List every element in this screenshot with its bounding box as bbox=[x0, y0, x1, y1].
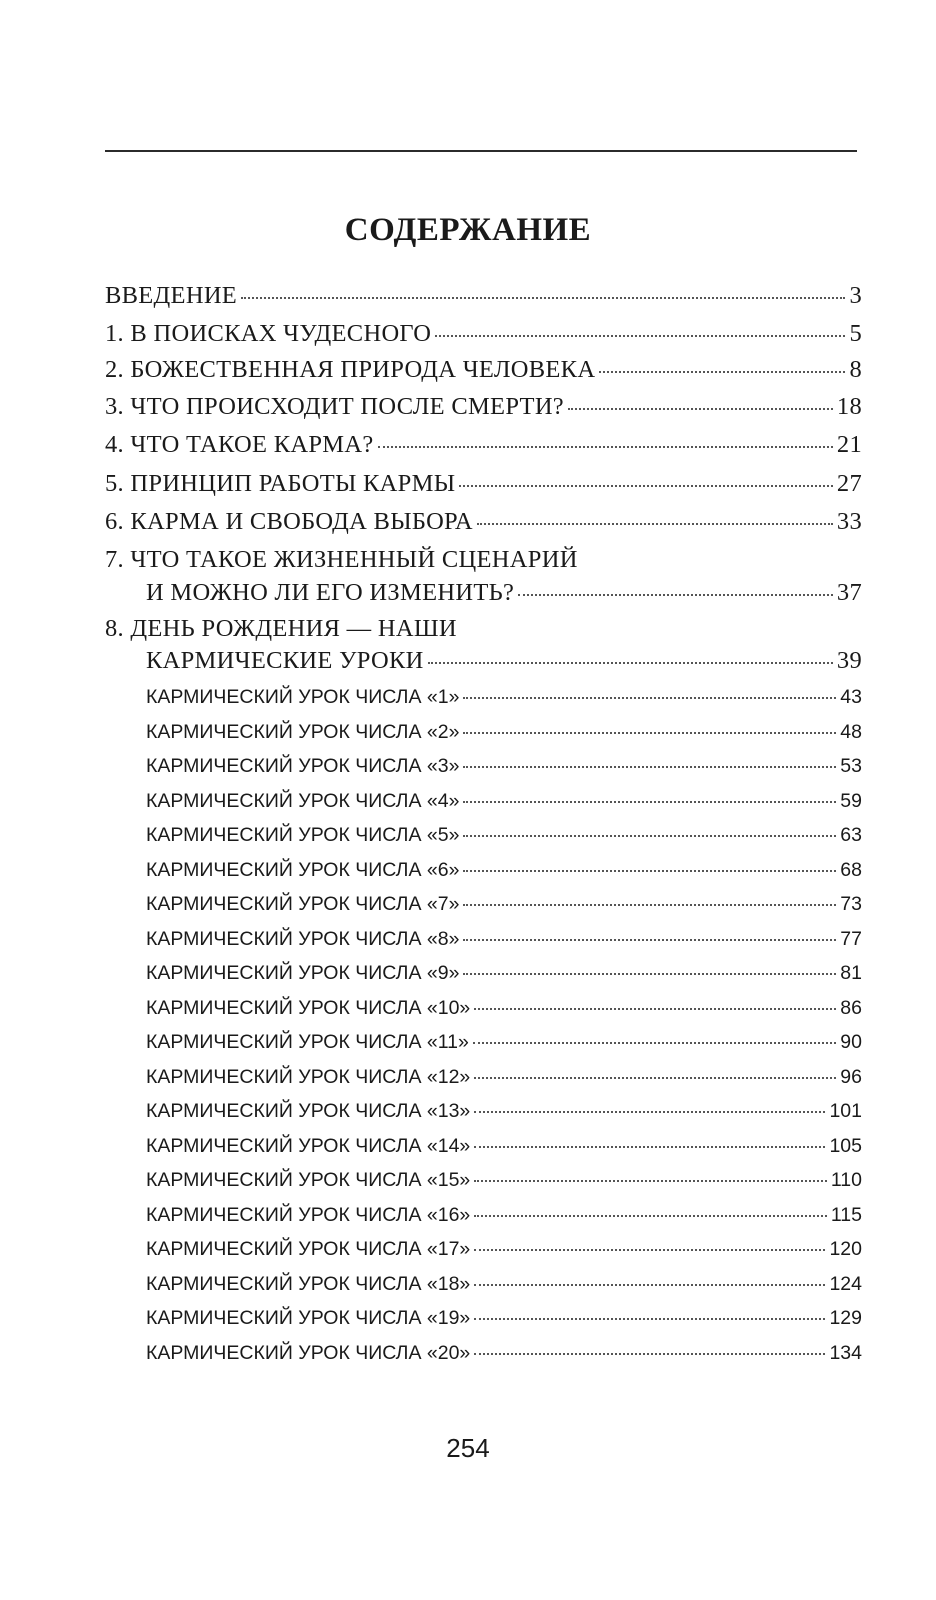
toc-subentry-title: КАРМИЧЕСКИЙ УРОК ЧИСЛА «1» bbox=[146, 686, 460, 708]
toc-subentry-page: 81 bbox=[840, 962, 862, 984]
toc-entry-title: 5. ПРИНЦИП РАБОТЫ КАРМЫ bbox=[105, 470, 456, 497]
toc-subentry-title: КАРМИЧЕСКИЙ УРОК ЧИСЛА «3» bbox=[146, 755, 460, 777]
toc-subentry-page: 73 bbox=[840, 893, 862, 915]
toc-subentry-page: 77 bbox=[840, 928, 862, 950]
toc-entry[interactable] bbox=[105, 431, 862, 459]
toc-subentry-title: КАРМИЧЕСКИЙ УРОК ЧИСЛА «17» bbox=[146, 1238, 471, 1260]
toc-subentry[interactable] bbox=[146, 1238, 862, 1261]
toc-subentry-title: КАРМИЧЕСКИЙ УРОК ЧИСЛА «5» bbox=[146, 824, 460, 846]
dot-leader bbox=[474, 1249, 825, 1251]
toc-subentry[interactable] bbox=[146, 859, 862, 882]
toc-subentry[interactable] bbox=[146, 1135, 862, 1158]
toc-subentry-page: 48 bbox=[840, 721, 862, 743]
toc-subentry-title: КАРМИЧЕСКИЙ УРОК ЧИСЛА «11» bbox=[146, 1031, 469, 1053]
dot-leader bbox=[463, 766, 836, 768]
toc-entry-page: 3 bbox=[849, 282, 862, 309]
header-rule bbox=[105, 150, 857, 152]
toc-subentry-title: КАРМИЧЕСКИЙ УРОК ЧИСЛА «15» bbox=[146, 1169, 471, 1191]
toc-subentry-title: КАРМИЧЕСКИЙ УРОК ЧИСЛА «16» bbox=[146, 1204, 471, 1226]
toc-subentry-page: 115 bbox=[830, 1204, 862, 1226]
dot-leader bbox=[459, 485, 833, 487]
toc-subentry[interactable] bbox=[146, 1204, 862, 1227]
toc-entry-title: ВВЕДЕНИЕ bbox=[105, 282, 238, 309]
toc-entry[interactable] bbox=[105, 508, 862, 536]
dot-leader bbox=[474, 1318, 825, 1320]
toc-subentry[interactable] bbox=[146, 893, 862, 916]
toc-subentry[interactable] bbox=[146, 1342, 862, 1365]
toc-subentry-title: КАРМИЧЕСКИЙ УРОК ЧИСЛА «7» bbox=[146, 893, 460, 915]
dot-leader bbox=[473, 1042, 836, 1044]
toc-entry-title-line2: И МОЖНО ЛИ ЕГО ИЗМЕНИТЬ? bbox=[146, 579, 515, 606]
toc-entry-page: 18 bbox=[836, 393, 862, 420]
toc-entry[interactable] bbox=[146, 647, 862, 675]
toc-entry-title-line2: КАРМИЧЕСКИЕ УРОКИ bbox=[146, 647, 424, 674]
toc-entry-page: 33 bbox=[836, 508, 862, 535]
toc-subentry[interactable] bbox=[146, 755, 862, 778]
toc-entry-title: 2. БОЖЕСТВЕННАЯ ПРИРОДА ЧЕЛОВЕКА bbox=[105, 356, 596, 383]
toc-subentry-title: КАРМИЧЕСКИЙ УРОК ЧИСЛА «18» bbox=[146, 1273, 471, 1295]
dot-leader bbox=[474, 1008, 836, 1010]
toc-subentry[interactable] bbox=[146, 928, 862, 951]
toc-entry[interactable] bbox=[105, 393, 862, 421]
dot-leader bbox=[463, 801, 836, 803]
toc-subentry-title: КАРМИЧЕСКИЙ УРОК ЧИСЛА «14» bbox=[146, 1135, 471, 1157]
dot-leader bbox=[474, 1353, 825, 1355]
dot-leader bbox=[241, 297, 845, 299]
toc-entry-page: 5 bbox=[849, 320, 862, 347]
toc-subentry-page: 63 bbox=[840, 824, 862, 846]
toc-entry[interactable] bbox=[146, 579, 862, 607]
dot-leader bbox=[463, 939, 836, 941]
page-title: СОДЕРЖАНИЕ bbox=[344, 212, 592, 248]
toc-subentry-title: КАРМИЧЕСКИЙ УРОК ЧИСЛА «6» bbox=[146, 859, 460, 881]
toc-entry-title: 4. ЧТО ТАКОЕ КАРМА? bbox=[105, 431, 374, 458]
dot-leader bbox=[568, 408, 833, 410]
toc-subentry[interactable] bbox=[146, 824, 862, 847]
toc-subentry[interactable] bbox=[146, 1100, 862, 1123]
dot-leader bbox=[463, 870, 836, 872]
dot-leader bbox=[463, 732, 836, 734]
toc-subentry-title: КАРМИЧЕСКИЙ УРОК ЧИСЛА «10» bbox=[146, 997, 471, 1019]
toc-subentry-page: 68 bbox=[840, 859, 862, 881]
toc-entry-page: 8 bbox=[849, 356, 862, 383]
toc-entry-title: 3. ЧТО ПРОИСХОДИТ ПОСЛЕ СМЕРТИ? bbox=[105, 393, 564, 420]
toc-subentry[interactable] bbox=[146, 1307, 862, 1330]
toc-entry-title-line1[interactable]: 8. ДЕНЬ РОЖДЕНИЯ — НАШИ bbox=[105, 615, 457, 642]
toc-subentry-page: 86 bbox=[840, 997, 862, 1019]
toc-subentry-title: КАРМИЧЕСКИЙ УРОК ЧИСЛА «8» bbox=[146, 928, 460, 950]
toc-entry-page: 27 bbox=[836, 470, 862, 497]
toc-subentry-title: КАРМИЧЕСКИЙ УРОК ЧИСЛА «19» bbox=[146, 1307, 471, 1329]
dot-leader bbox=[428, 662, 833, 664]
dot-leader bbox=[474, 1284, 825, 1286]
toc-subentry[interactable] bbox=[146, 1066, 862, 1089]
toc-entry-page: 37 bbox=[836, 579, 862, 606]
toc-subentry-page: 101 bbox=[829, 1100, 862, 1122]
dot-leader bbox=[518, 594, 833, 596]
dot-leader bbox=[463, 973, 836, 975]
toc-entry-title: 1. В ПОИСКАХ ЧУДЕСНОГО bbox=[105, 320, 432, 347]
toc-subentry[interactable] bbox=[146, 962, 862, 985]
toc-subentry-page: 96 bbox=[840, 1066, 862, 1088]
toc-entry[interactable] bbox=[105, 282, 862, 310]
dot-leader bbox=[477, 523, 833, 525]
toc-subentry-title: КАРМИЧЕСКИЙ УРОК ЧИСЛА «12» bbox=[146, 1066, 471, 1088]
dot-leader bbox=[474, 1111, 825, 1113]
toc-subentry-page: 53 bbox=[840, 755, 862, 777]
toc-entry-title: 6. КАРМА И СВОБОДА ВЫБОРА bbox=[105, 508, 473, 535]
toc-subentry[interactable] bbox=[146, 997, 862, 1020]
toc-subentry[interactable] bbox=[146, 790, 862, 813]
dot-leader bbox=[378, 446, 833, 448]
toc-subentry-title: КАРМИЧЕСКИЙ УРОК ЧИСЛА «9» bbox=[146, 962, 460, 984]
dot-leader bbox=[474, 1146, 825, 1148]
toc-subentry[interactable] bbox=[146, 1031, 862, 1054]
toc-entry-page: 21 bbox=[836, 431, 862, 458]
toc-entry-page: 39 bbox=[836, 647, 862, 674]
dot-leader bbox=[474, 1215, 827, 1217]
toc-subentry-page: 120 bbox=[829, 1238, 862, 1260]
toc-subentry[interactable] bbox=[146, 1273, 862, 1296]
toc-subentry-title: КАРМИЧЕСКИЙ УРОК ЧИСЛА «20» bbox=[146, 1342, 471, 1364]
dot-leader bbox=[474, 1077, 836, 1079]
dot-leader bbox=[463, 835, 836, 837]
toc-subentry[interactable] bbox=[146, 686, 862, 709]
dot-leader bbox=[599, 371, 845, 373]
page-number: 254 bbox=[446, 1433, 490, 1463]
toc-subentry-page: 59 bbox=[840, 790, 862, 812]
toc-subentry-page: 105 bbox=[829, 1135, 862, 1157]
toc-subentry-title: КАРМИЧЕСКИЙ УРОК ЧИСЛА «13» bbox=[146, 1100, 471, 1122]
toc-entry[interactable] bbox=[105, 356, 862, 384]
toc-subentry-page: 134 bbox=[829, 1342, 862, 1364]
dot-leader bbox=[463, 904, 836, 906]
dot-leader bbox=[463, 697, 836, 699]
toc-subentry-page: 110 bbox=[830, 1169, 862, 1191]
toc-entry[interactable] bbox=[105, 470, 862, 498]
toc-subentry[interactable] bbox=[146, 721, 862, 744]
toc-entry[interactable] bbox=[105, 320, 862, 348]
toc-subentry-title: КАРМИЧЕСКИЙ УРОК ЧИСЛА «4» bbox=[146, 790, 460, 812]
toc-subentry-page: 124 bbox=[829, 1273, 862, 1295]
dot-leader bbox=[435, 335, 845, 337]
toc-subentry[interactable] bbox=[146, 1169, 862, 1192]
toc-subentry-title: КАРМИЧЕСКИЙ УРОК ЧИСЛА «2» bbox=[146, 721, 460, 743]
toc-subentry-page: 43 bbox=[840, 686, 862, 708]
dot-leader bbox=[474, 1180, 827, 1182]
toc-entry-title-line1[interactable]: 7. ЧТО ТАКОЕ ЖИЗНЕННЫЙ СЦЕНАРИЙ bbox=[105, 546, 578, 573]
toc-subentry-page: 129 bbox=[829, 1307, 862, 1329]
toc-subentry-page: 90 bbox=[840, 1031, 862, 1053]
